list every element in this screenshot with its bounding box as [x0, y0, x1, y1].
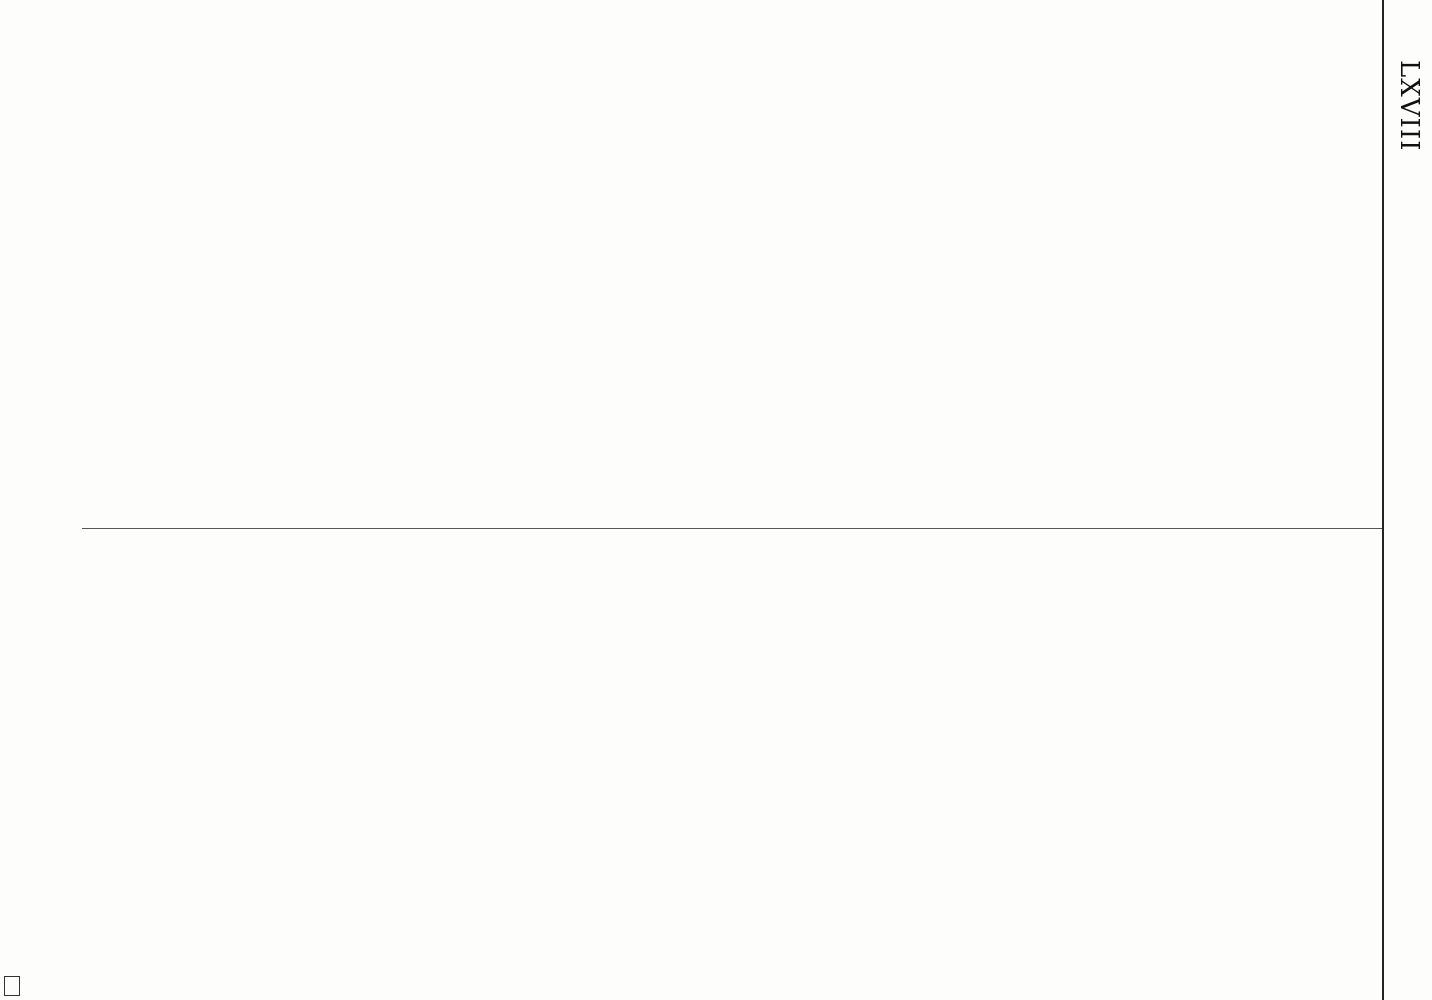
text-line: [1325, 545, 1341, 965]
text-line: [1358, 545, 1374, 965]
text-line: [656, 70, 672, 515]
text-line: [1069, 70, 1085, 515]
text-line: [508, 70, 524, 515]
text-line: [1259, 70, 1275, 515]
text-line: [971, 545, 987, 965]
text-line: [623, 70, 639, 515]
text-line: [764, 70, 780, 515]
text-line: [541, 545, 557, 965]
text-line: [383, 545, 399, 965]
text-line: [1102, 70, 1118, 515]
text-line: [1085, 70, 1101, 515]
text-line: [954, 545, 970, 965]
text-line: [715, 545, 731, 965]
text-line: [846, 70, 862, 515]
text-line: [911, 545, 927, 965]
text-line: [780, 545, 796, 965]
text-line: [1135, 545, 1151, 965]
text-line: [1020, 70, 1036, 515]
text-line: [938, 545, 954, 965]
text-line: [383, 70, 399, 515]
text-line: [433, 70, 449, 515]
dfg-logo-icon: [4, 976, 20, 996]
text-line: [318, 545, 334, 965]
text-line: [1135, 70, 1151, 515]
text-line: [1161, 545, 1177, 965]
text-line: [623, 545, 639, 965]
text-line: [688, 545, 704, 965]
text-line: [1194, 545, 1210, 965]
text-line: [590, 70, 606, 515]
text-line: [1308, 545, 1324, 965]
text-line: [1226, 545, 1242, 965]
text-line: [895, 70, 911, 515]
text-line: [862, 545, 878, 965]
text-line: [1177, 70, 1193, 515]
text-line: [449, 70, 465, 515]
text-line: [1003, 545, 1019, 965]
text-line: [1053, 70, 1069, 515]
text-line: [351, 70, 367, 515]
text-line: [574, 70, 590, 515]
paragraph-gap: [482, 70, 492, 515]
text-line: [780, 70, 796, 515]
text-line: [433, 545, 449, 965]
header-rule: [1382, 0, 1384, 1000]
text-line: [813, 70, 829, 515]
text-line: [764, 545, 780, 965]
text-line: [1259, 545, 1275, 965]
text-line: [1036, 545, 1052, 965]
text-line: [830, 70, 846, 515]
text-line: [590, 545, 606, 965]
text-line: [524, 70, 540, 515]
text-line: [508, 545, 524, 965]
text-line: [351, 545, 367, 965]
text-line: [334, 70, 350, 515]
paragraph-gap: [928, 545, 938, 965]
text-line: [797, 545, 813, 965]
text-line: [557, 545, 573, 965]
right-column: [94, 545, 1374, 965]
text-line: [862, 70, 878, 515]
text-line: [1069, 545, 1085, 965]
text-line: [1292, 70, 1308, 515]
left-column: [94, 70, 1374, 515]
text-line: [879, 545, 895, 965]
text-line: [449, 545, 465, 965]
text-line: [954, 70, 970, 515]
text-line: [1020, 545, 1036, 965]
text-line: [400, 545, 416, 965]
text-line: [672, 545, 688, 965]
text-line: [1102, 545, 1118, 965]
text-line: [1036, 70, 1052, 515]
text-line: [672, 70, 688, 515]
text-line: [1210, 70, 1226, 515]
text-line: [748, 70, 764, 515]
text-line: [987, 545, 1003, 965]
text-line: [813, 545, 829, 965]
text-line: [465, 70, 481, 515]
text-line: [416, 70, 432, 515]
text-line: [1276, 545, 1292, 965]
text-line: [688, 70, 704, 515]
text-line: [1358, 70, 1374, 515]
text-line: [400, 70, 416, 515]
text-line: [416, 545, 432, 965]
text-line: [731, 70, 747, 515]
text-line: [1243, 545, 1259, 965]
text-line: [606, 545, 622, 965]
text-line: [1325, 70, 1341, 515]
text-line: [524, 545, 540, 965]
text-line: [1341, 70, 1357, 515]
paragraph-gap: [482, 545, 492, 965]
text-line: [938, 70, 954, 515]
paragraph-gap: [705, 545, 715, 965]
text-line: [1308, 70, 1324, 515]
text-line: [971, 70, 987, 515]
text-line: [465, 545, 481, 965]
text-line: [1292, 545, 1308, 965]
text-line: [1194, 70, 1210, 515]
text-line: [1161, 70, 1177, 515]
text-line: [492, 545, 508, 965]
text-line: [1118, 545, 1134, 965]
text-line: [1118, 70, 1134, 515]
text-line: [715, 70, 731, 515]
text-line: [1003, 70, 1019, 515]
text-line: [1085, 545, 1101, 965]
text-line: [1341, 545, 1357, 965]
text-line: [1226, 70, 1242, 515]
text-line: [334, 545, 350, 965]
text-line: [1210, 545, 1226, 965]
paragraph-gap: [705, 70, 715, 515]
text-line: [1177, 545, 1193, 965]
text-line: [367, 70, 383, 515]
running-header: [1386, 0, 1426, 1000]
text-line: [1243, 70, 1259, 515]
text-line: [606, 70, 622, 515]
text-line: [367, 545, 383, 965]
text-line: [987, 70, 1003, 515]
column-divider: [82, 528, 1382, 529]
text-line: [748, 545, 764, 965]
text-line: [830, 545, 846, 965]
text-line: [656, 545, 672, 965]
paragraph-gap: [1151, 70, 1161, 515]
text-line: [301, 545, 317, 965]
text-line: [731, 545, 747, 965]
text-line: [492, 70, 508, 515]
text-line: [541, 70, 557, 515]
digitisation-note: [4, 0, 22, 1000]
text-line: [639, 545, 655, 965]
text-line: [557, 70, 573, 515]
text-line: [574, 545, 590, 965]
paragraph-gap: [928, 70, 938, 515]
text-line: [639, 70, 655, 515]
page-number: LXVIII: [1394, 60, 1424, 152]
paragraph-gap: [1151, 545, 1161, 965]
text-line: [1276, 70, 1292, 515]
text-line: [895, 545, 911, 965]
text-line: [846, 545, 862, 965]
text-line: [1053, 545, 1069, 965]
text-line: [911, 70, 927, 515]
text-line: [797, 70, 813, 515]
text-line: [879, 70, 895, 515]
